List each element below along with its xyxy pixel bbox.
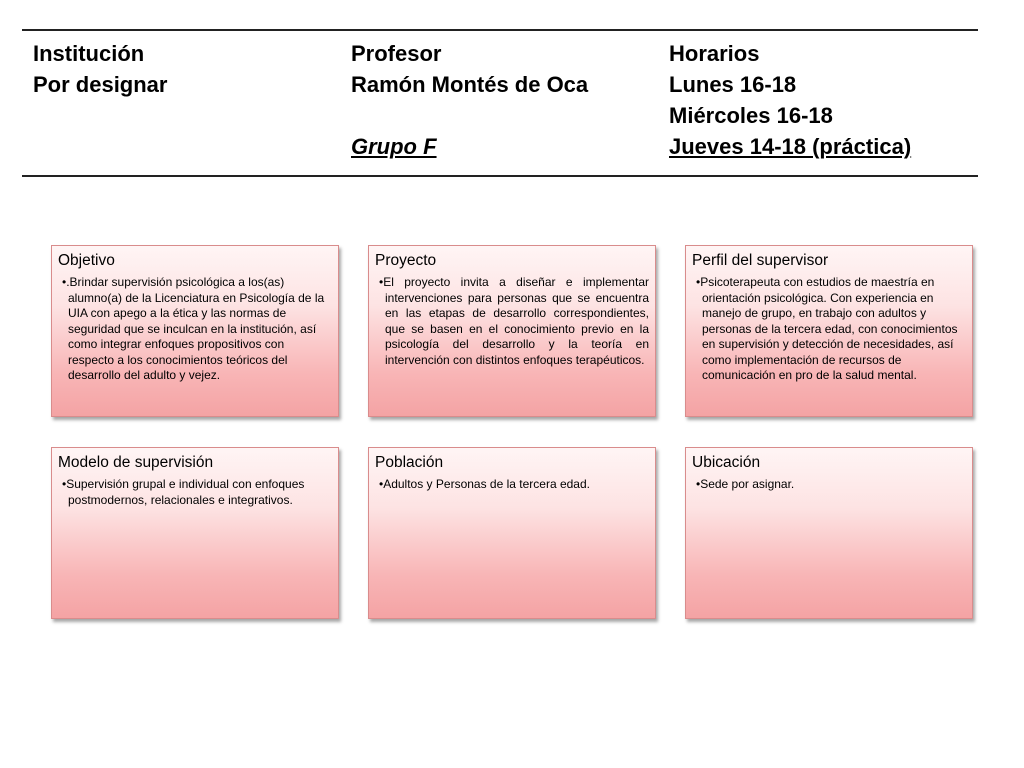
card-title: Modelo de supervisión <box>58 454 214 471</box>
professor-label: Profesor <box>351 41 442 66</box>
card-poblacion <box>368 447 656 619</box>
schedule-line-3: Jueves 14-18 (práctica) <box>669 134 912 159</box>
card-body: •Adultos y Personas de la tercera edad. <box>379 477 590 491</box>
header-table <box>22 29 978 177</box>
card-body: •Supervisión grupal e individual con enfoques postmodernos, relacionales e integrativos. <box>62 477 305 507</box>
card-perfil-supervisor <box>685 245 973 417</box>
group-value: Grupo F <box>351 134 437 159</box>
professor-column <box>351 38 588 162</box>
institution-label: Institución <box>33 41 145 66</box>
card-title: Perfil del supervisor <box>692 252 829 269</box>
card-title: Ubicación <box>692 454 761 471</box>
card-ubicacion <box>685 447 973 619</box>
schedule-label: Horarios <box>669 41 760 66</box>
card-body: •El proyecto invita a diseñar e implementar intervenciones para personas que se encuentra en las etapas de desarrollo correspondientes, que se basen en el conocimiento previo en la psicología del desarrollo y la teoría en intervención con distintos enfoques terapéuticos. <box>379 275 649 367</box>
schedule-line-2: Miércoles 16-18 <box>669 103 833 128</box>
card-objetivo <box>51 245 339 417</box>
card-title: Población <box>375 454 444 471</box>
card-body: •Psicoterapeuta con estudios de maestría en orientación psicológica. Con experiencia en manejo de grupo, en trabajo con adultos y personas de la tercera edad, con conocimientos en supervisión y detección de necesidades, así como implementación de recursos de comunicación en pro de la salud mental. <box>696 275 958 382</box>
card-body: •Sede por asignar. <box>696 477 795 491</box>
institution-value: Por designar <box>33 72 168 97</box>
card-modelo-supervision <box>51 447 339 619</box>
card-title: Objetivo <box>58 252 115 269</box>
schedule-column <box>669 38 911 162</box>
card-body: •.Brindar supervisión psicológica a los(as) alumno(a) de la Licenciatura en Psicología de la UIA con apego a la ética y las normas de seguridad que se inculcan en la institución, así como integrar enfoques propositivos con respecto a los conocimientos teóricos del desarrollo del adulto y vejez. <box>62 275 325 382</box>
card-title: Proyecto <box>375 252 437 269</box>
institution-column <box>33 38 167 100</box>
card-proyecto <box>368 245 656 417</box>
schedule-line-1: Lunes 16-18 <box>669 72 797 97</box>
professor-value: Ramón Montés de Oca <box>351 72 589 97</box>
